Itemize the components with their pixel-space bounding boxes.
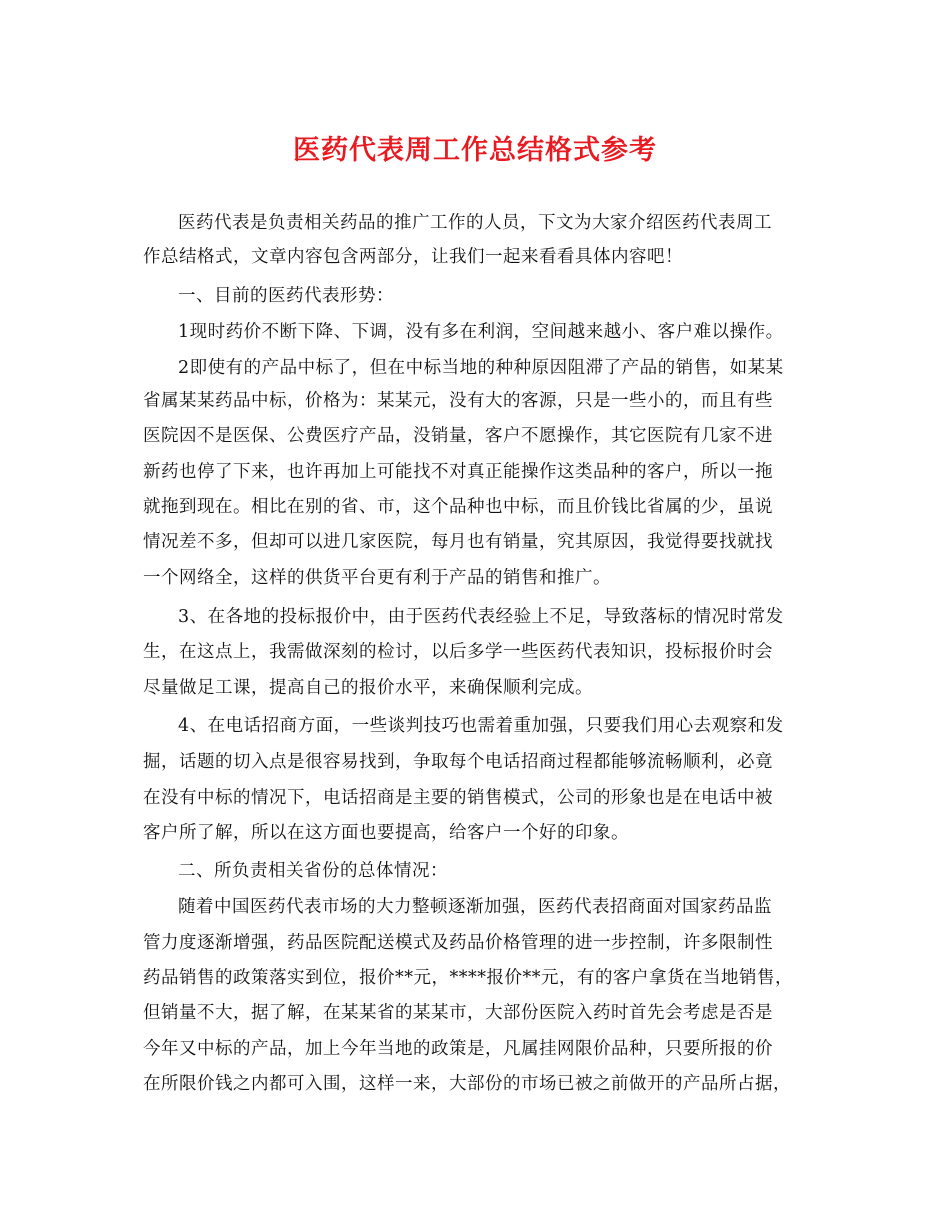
paragraph-line: 作总结格式，文章内容包含两部分，让我们一起来看看具体内容吧！ xyxy=(143,247,683,267)
paragraph-line: 就拖到现在。相比在别的省、市，这个品种也中标，而且价钱比省属的少，虽说 xyxy=(143,497,773,517)
paragraph-line: 生，在这点上，我需做深刻的检讨，以后多学一些医药代表知识，投标报价时会 xyxy=(143,642,773,662)
paragraph-line: 客户所了解，所以在这方面也要提高，给客户一个好的印象。 xyxy=(143,823,629,843)
paragraph-line: 今年又中标的产品，加上今年当地的政策是，凡属挂网限价品种，只要所报的价 xyxy=(143,1039,773,1059)
paragraph-line: 药品销售的政策落实到位，报价**元，****报价**元，有的客户拿货在当地销售， xyxy=(143,968,793,988)
paragraph-line: 1现时药价不断下降、下调，没有多在利润，空间越来越小、客户难以操作。 xyxy=(178,322,784,342)
paragraph-line: 医药代表是负责相关药品的推广工作的人员，下文为大家介绍医药代表周工 xyxy=(178,213,772,233)
paragraph-line: 随着中国医药代表市场的大力整顿逐渐加强，医药代表招商面对国家药品监 xyxy=(178,897,772,917)
paragraph-line: 在所限价钱之内都可入围，这样一来，大部份的市场已被之前做开的产品所占据， xyxy=(143,1074,791,1094)
paragraph-line: 医院因不是医保、公费医疗产品，没销量，客户不愿操作，其它医院有几家不进 xyxy=(143,426,773,446)
paragraph-line: 新药也停了下来，也许再加上可能找不对真正能操作这类品种的客户，所以一拖 xyxy=(143,462,773,482)
paragraph-line: 3、在各地的投标报价中，由于医药代表经验上不足，导致落标的情况时常发 xyxy=(178,607,784,627)
paragraph-line: 省属某某药品中标，价格为：某某元，没有大的客源，只是一些小的，而且有些 xyxy=(143,391,773,411)
section-heading: 二、所负责相关省份的总体情况： xyxy=(178,861,448,881)
paragraph-line: 在没有中标的情况下，电话招商是主要的销售模式，公司的形象也是在电话中被 xyxy=(143,788,773,808)
paragraph-line: 管力度逐渐增强，药品医院配送模式及药品价格管理的进一步控制，许多限制性 xyxy=(143,933,773,953)
paragraph-line: 4、在电话招商方面，一些谈判技巧也需着重加强，只要我们用心去观察和发 xyxy=(178,716,784,736)
paragraph-line: 但销量不大，据了解，在某某省的某某市，大部份医院入药时首先会考虑是否是 xyxy=(143,1003,773,1023)
paragraph-line: 2即使有的产品中标了，但在中标当地的种种原因阻滞了产品的销售，如某某 xyxy=(178,358,784,378)
paragraph-line: 尽量做足工课，提高自己的报价水平，来确保顺利完成。 xyxy=(143,678,593,698)
document-title: 医药代表周工作总结格式参考 xyxy=(293,135,657,166)
section-heading: 一、目前的医药代表形势： xyxy=(178,286,394,306)
paragraph-line: 一个网络全，这样的供货平台更有利于产品的销售和推广。 xyxy=(143,568,611,588)
paragraph-line: 掘，话题的切入点是很容易找到，争取每个电话招商过程都能够流畅顺利，必竟 xyxy=(143,752,773,772)
paragraph-line: 情况差不多，但却可以进几家医院，每月也有销量，究其原因，我觉得要找就找 xyxy=(143,532,773,552)
